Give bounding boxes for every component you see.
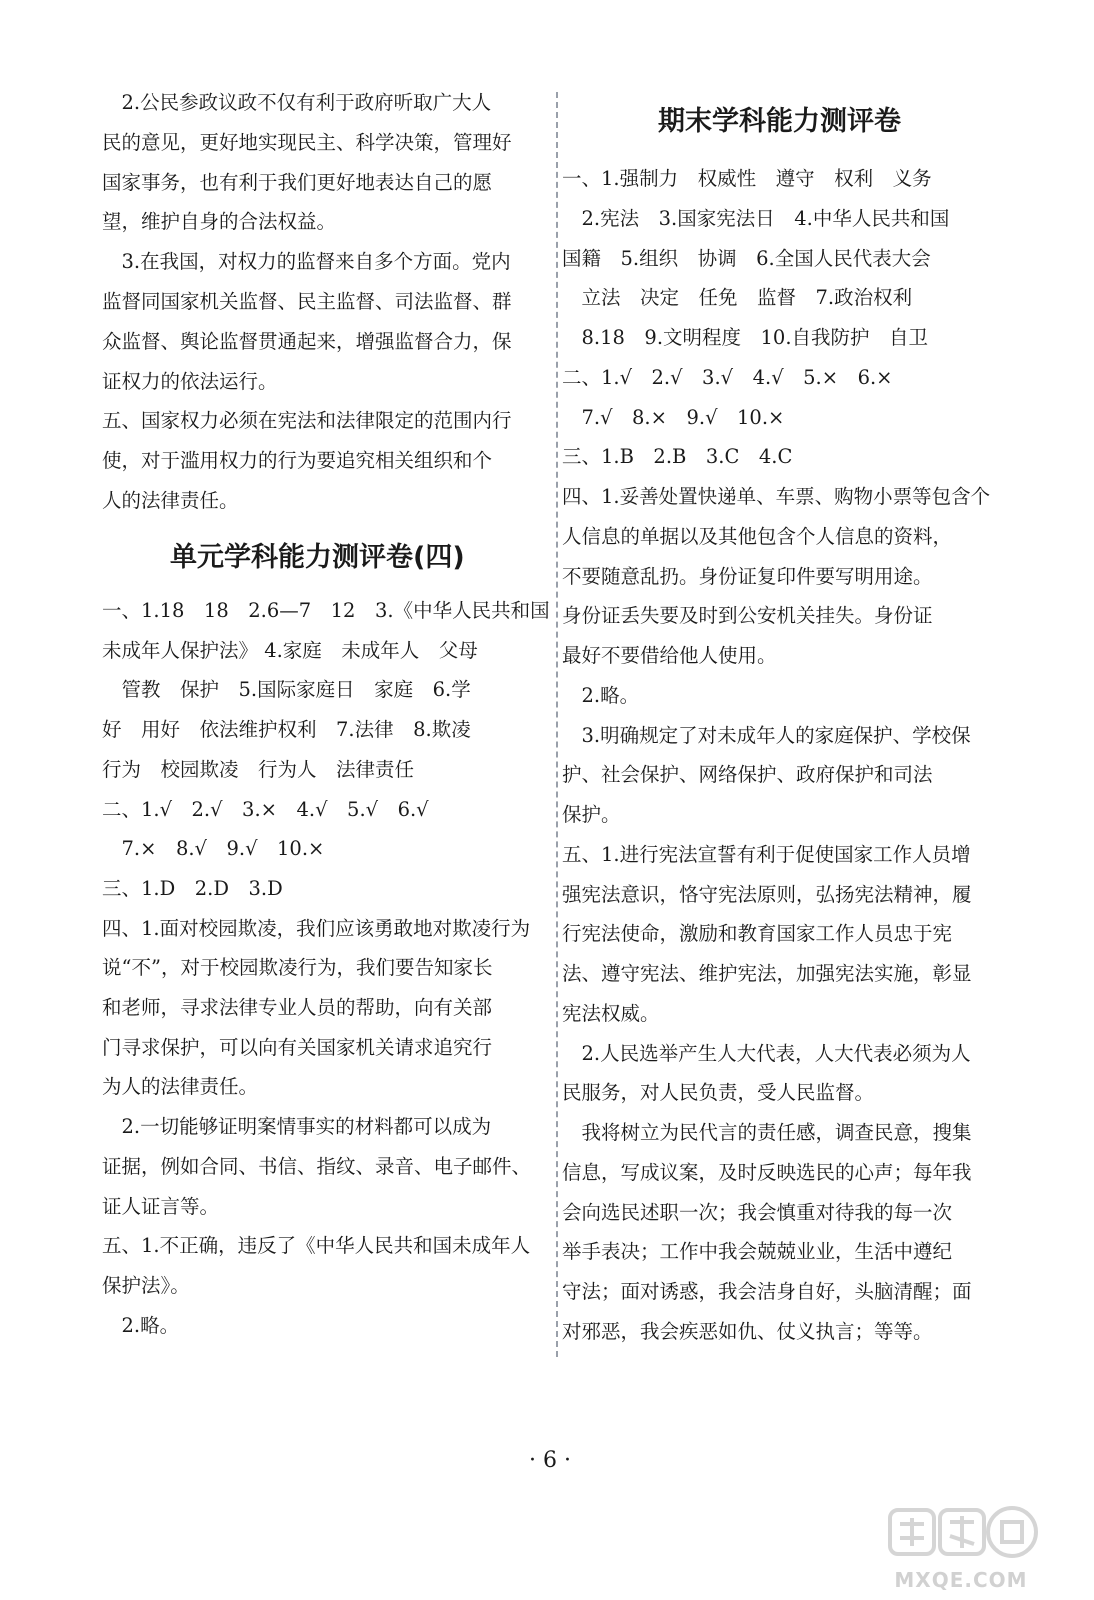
answer-line: 7.× 8.√ 9.√ 10.× [102,837,325,861]
answer-line: 望，维护自身的合法权益。 [102,210,337,234]
answer-line: 四、1.妥善处置快递单、车票、购物小票等包含个 [562,485,991,508]
answer-line: 为人的法律责任。 [102,1075,259,1099]
answer-line: 二、1.√ 2.√ 3.× 4.√ 5.√ 6.√ [102,797,429,821]
answer-line: 2.一切能够证明案情事实的材料都可以成为 [102,1115,492,1139]
answer-line: 保护。 [562,803,621,826]
answer-line: 8.18 9.文明程度 10.自我防护 自卫 [562,326,929,349]
answer-line: 一、1.18 18 2.6—7 12 3.《中华人民共和国 [102,599,550,622]
answer-line: 三、1.B 2.B 3.C 4.C [562,445,793,469]
watermark-url: MXQE.COM [894,1568,1028,1592]
answer-line: 护、社会保护、网络保护、政府保护和司法 [562,763,933,787]
answer-line: 证权力的依法运行。 [102,369,278,393]
answer-line: 证据，例如合同、书信、指纹、录音、电子邮件、 [102,1154,532,1178]
answer-line: 3.在我国，对权力的监督来自多个方面。党内 [102,250,511,274]
section-title: 单元学科能力测评卷(四) [170,542,465,573]
answer-line: 行为 校园欺凌 行为人 法律责任 [102,757,415,781]
answer-line: 立法 决定 任免 监督 7.政治权利 [562,286,913,310]
answer-line: 众监督、舆论监督贯通起来，增强监督合力，保 [102,329,512,353]
answer-line: 人信息的单据以及其他包含个人信息的资料， [562,524,953,548]
answer-line: 一、1.强制力 权威性 遵守 权利 义务 [562,167,932,190]
answer-line: 二、1.√ 2.√ 3.√ 4.√ 5.× 6.× [562,365,893,389]
answer-line: 国籍 5.组织 协调 6.全国人民代表大会 [562,246,931,270]
answer-line: 身份证丢失要及时到公安机关挂失。身份证 [562,604,933,628]
answer-line: 国家事务，也有利于我们更好地表达自己的愿 [102,170,493,194]
answer-line: 说“不”，对于校园欺凌行为，我们要告知家长 [102,956,493,980]
watermark-logo [856,1502,1066,1572]
answer-line: 2.略。 [562,683,640,707]
answer-line: 监督同国家机关监督、民主监督、司法监督、群 [102,290,512,313]
answer-line: 管教 保护 5.国际家庭日 家庭 6.学 [102,678,471,702]
answer-line: 保护法》。 [102,1273,190,1297]
answer-line: 门寻求保护，可以向有关国家机关请求追究行 [102,1035,493,1059]
answer-line: 四、1.面对校园欺凌，我们应该勇敢地对欺凌行为 [102,916,531,940]
answer-line: 和老师，寻求法律专业人员的帮助，向有关部 [102,996,493,1019]
answer-line: 守法；面对诱惑，我会洁身自好，头脑清醒；面 [562,1280,972,1303]
answer-line: 信息，写成议案，及时反映选民的心声；每年我 [562,1160,972,1184]
answer-line: 三、1.D 2.D 3.D [102,876,283,900]
answer-line: 证人证言等。 [102,1194,220,1218]
section-title: 期末学科能力测评卷 [658,106,901,137]
answer-line: 2.宪法 3.国家宪法日 4.中华人民共和国 [562,206,950,230]
answer-line: 最好不要借给他人使用。 [562,644,777,667]
answer-line: 好 用好 依法维护权利 7.法律 8.欺凌 [102,718,471,742]
answer-line: 7.√ 8.× 9.√ 10.× [562,405,785,429]
answer-line: 民的意见，更好地实现民主、科学决策，管理好 [102,130,512,154]
answer-line: 五、1.进行宪法宣誓有利于促使国家工作人员增 [562,842,971,866]
answer-line: 五、1.不正确，违反了《中华人民共和国未成年人 [102,1234,531,1258]
answer-line: 2.人民选举产生人大代表，人大代表必须为人 [562,1041,971,1065]
answer-line: 举手表决；工作中我会兢兢业业，生活中遵纪 [562,1240,953,1264]
answer-line: 强宪法意识，恪守宪法原则，弘扬宪法精神，履 [562,882,972,906]
answer-line: 2.略。 [102,1313,180,1337]
answer-line: 我将树立为民代言的责任感，调查民意，搜集 [562,1121,972,1144]
answer-line: 3.明确规定了对未成年人的家庭保护、学校保 [562,723,971,747]
answer-line: 未成年人保护法》 4.家庭 未成年人 父母 [102,638,478,662]
watermark [856,1502,1066,1592]
column-divider [556,92,558,1357]
answer-line: 法、遵守宪法、维护宪法，加强宪法实施，彰显 [562,962,972,985]
answer-line: 人的法律责任。 [102,489,239,512]
answer-line: 民服务，对人民负责，受人民监督。 [562,1081,875,1105]
answer-line: 行宪法使命，激励和教育国家工作人员忠于宪 [562,922,953,946]
answer-line: 宪法权威。 [562,1001,660,1025]
answer-line: 会向选民述职一次；我会慎重对待我的每一次 [562,1200,953,1224]
answer-line: 对邪恶，我会疾恶如仇、仗义执言；等等。 [562,1319,933,1343]
page-number: · 6 · [529,1448,571,1473]
answer-line: 2.公民参政议政不仅有利于政府听取广大人 [102,91,492,114]
answer-line: 五、国家权力必须在宪法和法律限定的范围内行 [102,409,512,433]
answer-line: 不要随意乱扔。身份证复印件要写明用途。 [562,564,933,588]
answer-line: 使，对于滥用权力的行为要追究相关组织和个 [102,449,493,473]
